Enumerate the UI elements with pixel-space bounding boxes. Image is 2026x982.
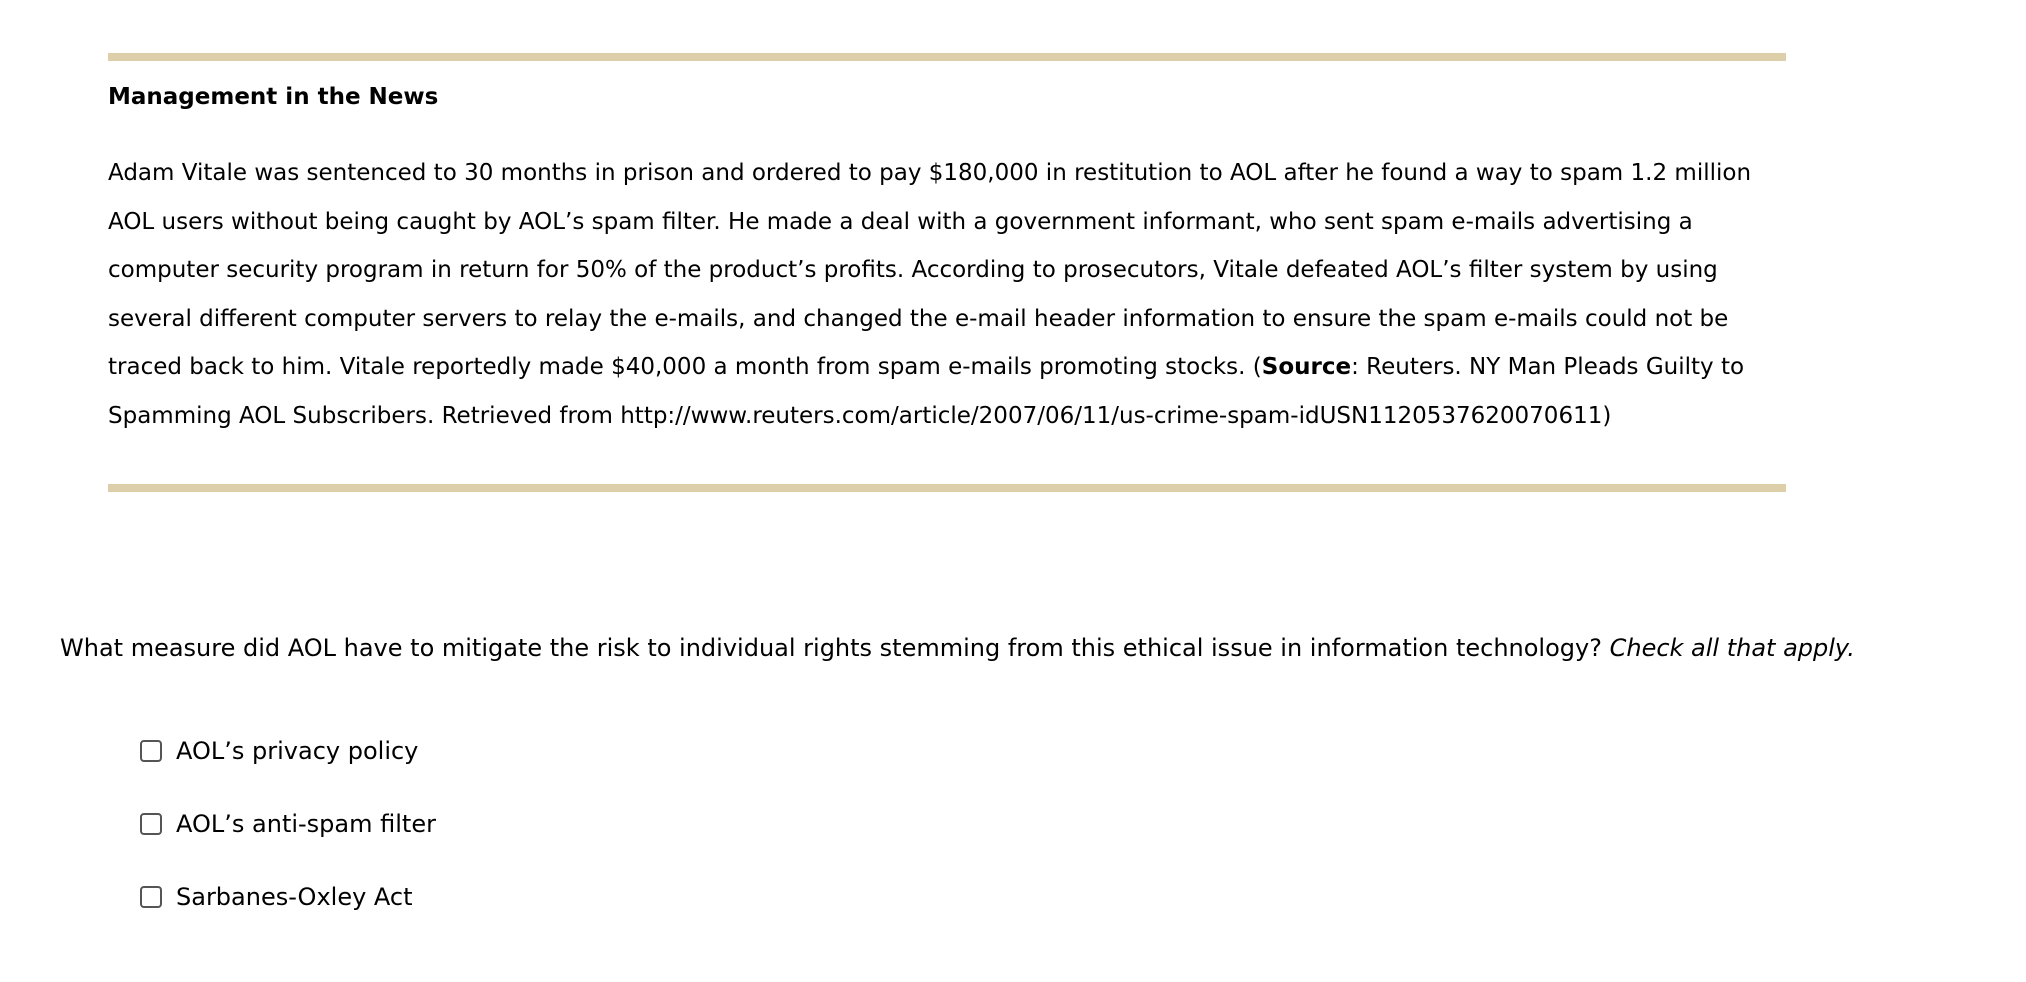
option-label: AOL’s anti-spam filter bbox=[176, 809, 436, 838]
checkbox-privacy-policy[interactable] bbox=[140, 740, 162, 762]
question-instruction: Check all that apply. bbox=[1609, 634, 1855, 662]
answer-options bbox=[140, 714, 436, 933]
news-heading: Management in the News bbox=[108, 84, 439, 110]
question-text: What measure did AOL have to mitigate the risk to individual rights stemming from this ethical issue in information technology? bbox=[60, 634, 1610, 662]
option-anti-spam-filter[interactable] bbox=[140, 787, 436, 860]
news-body-text: Adam Vitale was sentenced to 30 months in prison and ordered to pay $180,000 in restitution to AOL after he found a way to spam 1.2 million AOL users without being caught by AOL’s spam filter. He made a deal with a government informant, who sent spam e-mails advertising a computer security program in return for 50% of the product’s profits. According to prosecutors, Vitale defeated AOL’s filter system by using several different computer servers to relay the e-mails, and changed the e-mail header information to ensure the spam e-mails could not be traced back to him. Vitale reportedly made $40,000 a month from spam e-mails promoting stocks. ( bbox=[108, 160, 1752, 380]
question-prompt bbox=[60, 630, 1855, 666]
checkbox-sarbanes-oxley-act[interactable] bbox=[140, 886, 162, 908]
option-label: Sarbanes-Oxley Act bbox=[176, 882, 413, 911]
option-label: AOL’s privacy policy bbox=[176, 736, 419, 765]
management-in-the-news-box bbox=[108, 53, 1786, 492]
news-body bbox=[108, 149, 1786, 440]
bottom-divider bbox=[108, 484, 1786, 492]
option-privacy-policy[interactable] bbox=[140, 714, 436, 787]
source-label: Source bbox=[1261, 354, 1352, 380]
top-divider bbox=[108, 53, 1786, 61]
checkbox-anti-spam-filter[interactable] bbox=[140, 813, 162, 835]
option-sarbanes-oxley-act[interactable] bbox=[140, 860, 436, 933]
source-citation: : Reuters. NY Man Pleads Guilty to Spamming AOL Subscribers. Retrieved from http://www.reuters.com/article/2007/06/11/us-crime-spam-idUSN1120537620070611) bbox=[108, 354, 1745, 429]
